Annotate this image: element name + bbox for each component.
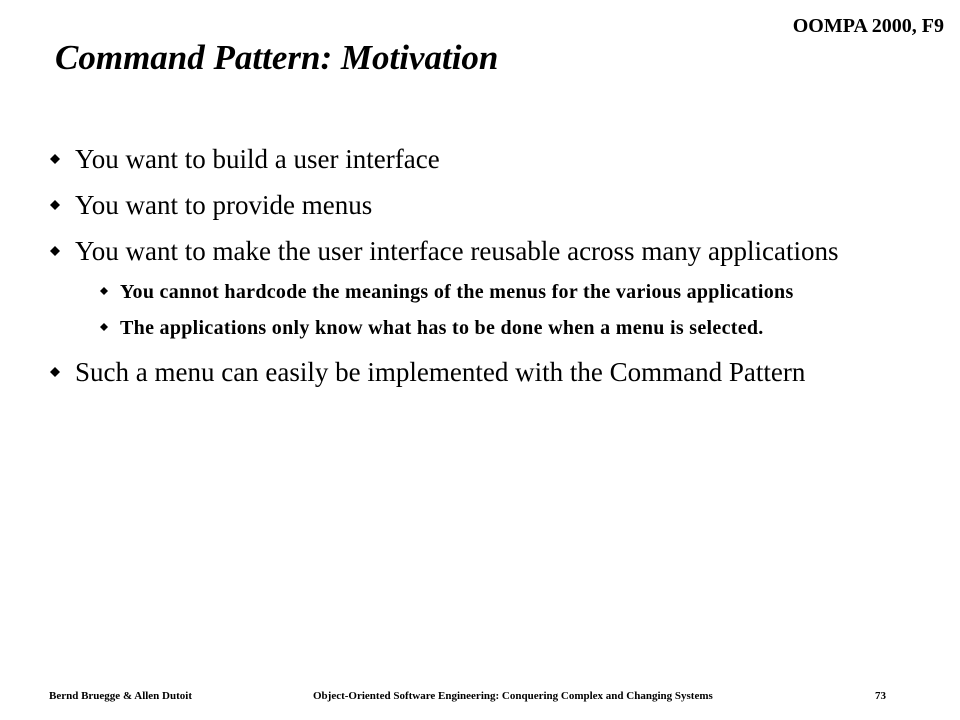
slide-title: Command Pattern: Motivation bbox=[55, 38, 499, 77]
small-diamond-bullet-icon bbox=[100, 323, 108, 331]
footer-authors: Bernd Bruegge & Allen Dutoit bbox=[49, 690, 192, 702]
bullet-text: Such a menu can easily be implemented with the Command Pattern bbox=[75, 357, 806, 387]
page-number: 73 bbox=[875, 690, 886, 702]
small-diamond-bullet-icon bbox=[100, 287, 108, 295]
diamond-bullet-icon bbox=[50, 154, 60, 164]
sub-bullet-list bbox=[50, 279, 870, 342]
bullet-list bbox=[50, 143, 870, 402]
diamond-bullet-icon bbox=[50, 367, 60, 377]
bullet-text: You want to make the user interface reusable across many applications bbox=[75, 236, 839, 266]
bullet-item bbox=[50, 235, 870, 267]
sub-bullet-text: You cannot hardcode the meanings of the menus for the various applications bbox=[120, 281, 794, 303]
course-label: OOMPA 2000, F9 bbox=[792, 15, 944, 37]
sub-bullet-item bbox=[50, 279, 870, 306]
sub-bullet-item bbox=[50, 315, 870, 342]
bullet-item bbox=[50, 356, 870, 388]
bullet-item bbox=[50, 189, 870, 221]
bullet-text: You want to build a user interface bbox=[75, 144, 440, 174]
diamond-bullet-icon bbox=[50, 246, 60, 256]
sub-bullet-text: The applications only know what has to be done when a menu is selected. bbox=[120, 317, 764, 339]
bullet-text: You want to provide menus bbox=[75, 190, 373, 220]
footer-book-title: Object-Oriented Software Engineering: Conquering Complex and Changing Systems bbox=[313, 690, 713, 702]
bullet-item bbox=[50, 143, 870, 175]
diamond-bullet-icon bbox=[50, 200, 60, 210]
